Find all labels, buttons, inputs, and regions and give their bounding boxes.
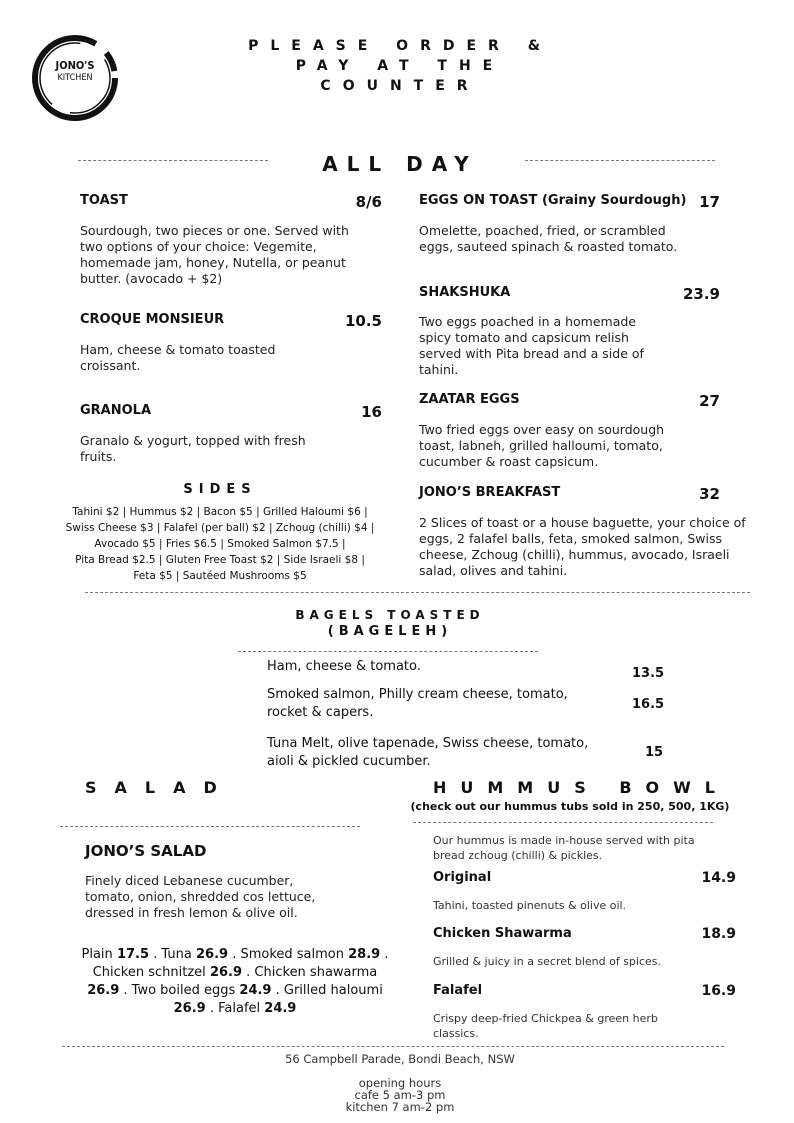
salad-option-label: Smoked salmon xyxy=(240,947,344,962)
footer-hours xyxy=(290,1077,510,1113)
divider xyxy=(525,160,715,161)
hummus-intro: Our hummus is made in-house served with pita bread zchoug (chilli) & pickles. xyxy=(433,834,695,862)
salad-option-price: 26.9 xyxy=(87,983,120,998)
item-price-jonos-breakfast: 32 xyxy=(699,485,720,503)
item-price-zaatar-eggs: 27 xyxy=(699,392,720,410)
sides-line: Pita Bread $2.5 | Gluten Free Toast $2 | Side Israeli $8 | xyxy=(75,554,365,566)
item-price-eggs-on-toast: 17 xyxy=(699,193,720,211)
section-title-all-day: ALL DAY xyxy=(322,152,478,176)
salad-option-label: Falafel xyxy=(218,1001,261,1016)
section-title-salad: SALAD xyxy=(85,778,235,797)
bagel-price: 13.5 xyxy=(632,666,665,681)
sides-line: Swiss Cheese $3 | Falafel (per ball) $2 | Zchoug (chilli) $4 | xyxy=(65,522,375,534)
cafe-hours: cafe 5 am-3 pm xyxy=(354,1088,446,1102)
section-title-hummus-bowl: HUMMUS BOWL xyxy=(433,778,729,797)
item-name-jonos-breakfast: JONO’S BREAKFAST xyxy=(419,485,561,500)
item-name-toast: TOAST xyxy=(80,193,128,208)
divider xyxy=(60,826,360,827)
salad-option-label: Two boiled eggs xyxy=(131,983,236,998)
hummus-item-price: 14.9 xyxy=(701,870,736,886)
divider xyxy=(238,651,538,652)
item-desc-jonos-salad: Finely diced Lebanese cucumber, tomato, onion, shredded cos lettuce, dressed in fresh lemon & olive oil. xyxy=(85,873,316,920)
salad-option-label: Plain xyxy=(81,947,113,962)
item-name-shakshuka: SHAKSHUKA xyxy=(419,285,511,300)
salad-option-price: 26.9 xyxy=(209,965,243,980)
item-price-granola: 16 xyxy=(361,403,382,421)
sides-list xyxy=(40,504,400,584)
salad-option-label: Tuna xyxy=(161,947,192,962)
logo-line2: KITCHEN xyxy=(57,73,93,83)
item-name-zaatar-eggs: ZAATAR EGGS xyxy=(419,392,520,407)
item-desc-toast: Sourdough, two pieces or one. Served with two options of your choice: Vegemite, homemade jam, honey, Nutella, or peanut butter. (avocado + $2) xyxy=(80,223,349,286)
logo-line1: JONO'S xyxy=(55,59,95,72)
divider xyxy=(413,822,713,823)
salad-option-price: 24.9 xyxy=(239,983,272,998)
sides-line: Feta $5 | Sautéed Mushrooms $5 xyxy=(133,570,307,582)
bagel-desc: Smoked salmon, Philly cream cheese, tomato, rocket & capers. xyxy=(267,687,568,720)
item-price-toast: 8/6 xyxy=(355,193,382,211)
divider xyxy=(85,592,750,593)
hummus-item-name: Falafel xyxy=(433,983,483,998)
salad-option-price: 24.9 xyxy=(264,1001,297,1016)
hummus-item-desc: Crispy deep-fried Chickpea & green herb classics. xyxy=(433,1012,658,1040)
bagel-desc: Ham, cheese & tomato. xyxy=(267,659,421,674)
item-price-croque: 10.5 xyxy=(344,312,382,330)
bagel-price: 15 xyxy=(645,745,664,760)
hummus-item-desc: Grilled & juicy in a secret blend of spices. xyxy=(433,955,662,968)
item-name-granola: GRANOLA xyxy=(80,403,152,418)
item-desc-granola: Granalo & yogurt, topped with fresh fruits. xyxy=(80,433,306,464)
footer-address: 56 Campbell Parade, Bondi Beach, NSW xyxy=(285,1052,515,1066)
kitchen-hours: kitchen 7 am-2 pm xyxy=(345,1100,455,1114)
order-notice: PLEASE ORDER & PAY AT THE COUNTER xyxy=(248,38,552,94)
item-desc-jonos-breakfast: 2 Slices of toast or a house baguette, your choice of eggs, 2 falafel balls, feta, smoked salmon, Swiss cheese, Zchoug (chilli), hummus, avocado, Israeli salad, olives and tahini. xyxy=(419,515,746,578)
salad-option-price: 17.5 xyxy=(116,947,150,962)
salad-options: Plain 17.5 . Tuna 26.9 . Smoked salmon 28.9 . Chicken schnitzel 26.9 . Chicken shawarma 26.9 . Two boiled eggs 24.9 . Grilled haloumi 26.9 . Falafel 24.9 xyxy=(81,947,389,1016)
item-name-jonos-salad: JONO’S SALAD xyxy=(85,842,207,860)
divider xyxy=(62,1046,724,1047)
divider xyxy=(78,160,268,161)
logo-text xyxy=(30,59,120,85)
sides-title: SIDES xyxy=(183,482,257,497)
hummus-item-price: 16.9 xyxy=(701,983,736,999)
section-subtitle-bagels: (BAGELEH) xyxy=(327,624,453,639)
item-name-croque: CROQUE MONSIEUR xyxy=(80,312,225,327)
salad-option-price: 28.9 xyxy=(348,947,381,962)
logo xyxy=(30,33,120,123)
sides-line: Tahini $2 | Hummus $2 | Bacon $5 | Grilled Haloumi $6 | xyxy=(72,506,368,518)
item-desc-croque: Ham, cheese & tomato toasted croissant. xyxy=(80,342,276,373)
salad-option-price: 26.9 xyxy=(173,1001,206,1016)
hummus-item-price: 18.9 xyxy=(701,926,736,942)
bagel-desc: Tuna Melt, olive tapenade, Swiss cheese, tomato, aioli & pickled cucumber. xyxy=(267,736,589,769)
item-desc-zaatar-eggs: Two fried eggs over easy on sourdough toast, labneh, grilled halloumi, tomato, cucumber & roast capsicum. xyxy=(419,422,665,469)
hummus-item-desc: Tahini, toasted pinenuts & olive oil. xyxy=(433,899,627,912)
salad-option-label: Grilled haloumi xyxy=(283,983,383,998)
item-desc-shakshuka: Two eggs poached in a homemade spicy tomato and capsicum relish served with Pita bread and a side of tahini. xyxy=(419,314,644,377)
salad-option-label: Chicken schnitzel xyxy=(92,965,206,980)
bagel-price: 16.5 xyxy=(632,697,665,712)
hours-title: opening hours xyxy=(358,1076,442,1090)
hummus-note: (check out our hummus tubs sold in 250, 500, 1KG) xyxy=(410,800,730,813)
item-name-eggs-on-toast: EGGS ON TOAST (Grainy Sourdough) xyxy=(419,193,687,208)
salad-option-price: 26.9 xyxy=(195,947,229,962)
section-title-bagels: BAGELS TOASTED xyxy=(295,608,485,622)
sides-line: Avocado $5 | Fries $6.5 | Smoked Salmon $7.5 | xyxy=(94,538,346,550)
item-desc-eggs-on-toast: Omelette, poached, fried, or scrambled eggs, sauteed spinach & roasted tomato. xyxy=(419,223,678,254)
hummus-item-name: Original xyxy=(433,870,492,885)
item-price-shakshuka: 23.9 xyxy=(682,285,720,303)
hummus-item-name: Chicken Shawarma xyxy=(433,926,572,941)
salad-option-label: Chicken shawarma xyxy=(254,965,378,980)
